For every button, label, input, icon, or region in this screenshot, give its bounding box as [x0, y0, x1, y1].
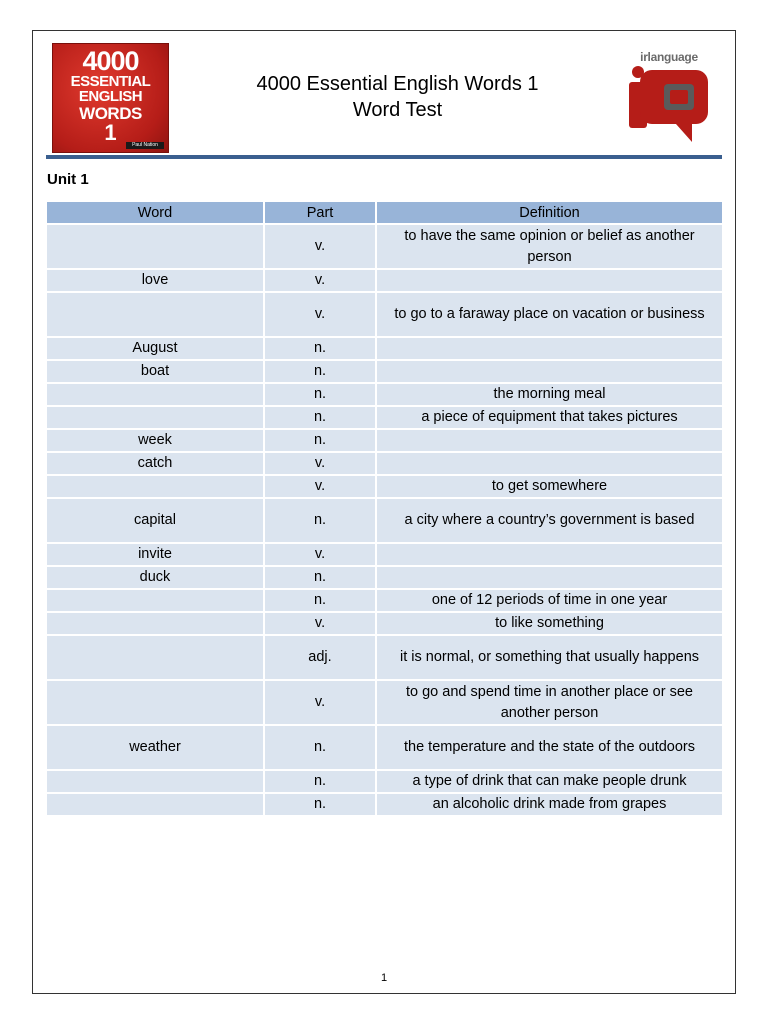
header-definition: Definition: [377, 202, 722, 223]
cover-line-1: ESSENTIAL: [70, 73, 151, 90]
word-cell: week: [47, 430, 263, 451]
word-cell: love: [47, 270, 263, 291]
part-cell: n.: [265, 407, 375, 428]
definition-cell: the morning meal: [377, 384, 722, 405]
iq-logo-icon: [626, 64, 712, 146]
part-cell: n.: [265, 794, 375, 815]
cover-line-2: ENGLISH: [78, 88, 143, 105]
definition-cell: one of 12 periods of time in one year: [377, 590, 722, 611]
definition-cell[interactable]: [377, 544, 722, 565]
definition-cell: a city where a country’s government is based: [377, 499, 722, 542]
table-row: [47, 636, 722, 679]
word-cell[interactable]: [47, 636, 263, 679]
part-cell: v.: [265, 225, 375, 268]
irlanguage-logo: [626, 50, 712, 146]
definition-cell: a piece of equipment that takes pictures: [377, 407, 722, 428]
table-row: [47, 726, 722, 769]
definition-cell[interactable]: [377, 270, 722, 291]
document-subtitle: Word Test: [352, 99, 443, 121]
part-cell: v.: [265, 613, 375, 634]
word-cell[interactable]: [47, 590, 263, 611]
table-row: [47, 361, 722, 382]
definition-cell: to get somewhere: [377, 476, 722, 497]
word-cell[interactable]: [47, 384, 263, 405]
word-cell[interactable]: [47, 771, 263, 792]
table-row: [47, 499, 722, 542]
table-header-row: [47, 202, 722, 223]
table-row: [47, 384, 722, 405]
part-cell: v.: [265, 544, 375, 565]
definition-cell[interactable]: [377, 567, 722, 588]
table-row: [47, 293, 722, 336]
word-cell[interactable]: [47, 476, 263, 497]
definition-cell: to have the same opinion or belief as another person: [377, 225, 722, 268]
word-cell: weather: [47, 726, 263, 769]
table-row: [47, 771, 722, 792]
table-row: [47, 794, 722, 815]
unit-heading: Unit 1: [47, 171, 89, 188]
definition-cell: a type of drink that can make people drunk: [377, 771, 722, 792]
table-row: [47, 681, 722, 724]
table-row: [47, 270, 722, 291]
word-cell[interactable]: [47, 681, 263, 724]
table-row: [47, 590, 722, 611]
word-cell[interactable]: [47, 225, 263, 268]
part-cell: n.: [265, 499, 375, 542]
cover-volume: 1: [104, 120, 117, 145]
word-cell[interactable]: [47, 407, 263, 428]
word-test-table: [45, 200, 724, 817]
table-row: [47, 476, 722, 497]
part-cell: v.: [265, 270, 375, 291]
cover-number: 4000: [82, 46, 139, 76]
word-cell: duck: [47, 567, 263, 588]
definition-cell: to like something: [377, 613, 722, 634]
document-title: 4000 Essential English Words 1: [256, 73, 539, 95]
table-row: [47, 338, 722, 359]
logo-wordmark: irlanguage: [640, 50, 698, 64]
book-cover-image: [52, 43, 169, 153]
table-row: [47, 453, 722, 474]
part-cell: adj.: [265, 636, 375, 679]
part-cell: v.: [265, 453, 375, 474]
word-cell[interactable]: [47, 613, 263, 634]
definition-cell: it is normal, or something that usually happens: [377, 636, 722, 679]
part-cell: n.: [265, 384, 375, 405]
part-cell: n.: [265, 430, 375, 451]
header-part: Part: [265, 202, 375, 223]
part-cell: v.: [265, 293, 375, 336]
word-cell: boat: [47, 361, 263, 382]
table-row: [47, 613, 722, 634]
definition-cell: the temperature and the state of the outdoors: [377, 726, 722, 769]
definition-cell[interactable]: [377, 453, 722, 474]
part-cell: v.: [265, 476, 375, 497]
part-cell: n.: [265, 726, 375, 769]
definition-cell: to go and spend time in another place or see another person: [377, 681, 722, 724]
word-cell: catch: [47, 453, 263, 474]
header-divider: [46, 155, 722, 159]
table-row: [47, 407, 722, 428]
table-row: [47, 430, 722, 451]
part-cell: n.: [265, 338, 375, 359]
definition-cell: to go to a faraway place on vacation or business: [377, 293, 722, 336]
definition-cell: an alcoholic drink made from grapes: [377, 794, 722, 815]
definition-cell[interactable]: [377, 338, 722, 359]
cover-line-3: WORDS: [79, 104, 142, 123]
definition-cell[interactable]: [377, 361, 722, 382]
cover-author: Paul Nation: [126, 142, 164, 149]
part-cell: n.: [265, 361, 375, 382]
part-cell: n.: [265, 567, 375, 588]
definition-cell[interactable]: [377, 430, 722, 451]
table-row: [47, 225, 722, 268]
word-cell: August: [47, 338, 263, 359]
part-cell: n.: [265, 590, 375, 611]
word-cell[interactable]: [47, 293, 263, 336]
word-cell[interactable]: [47, 794, 263, 815]
part-cell: n.: [265, 771, 375, 792]
part-cell: v.: [265, 681, 375, 724]
word-cell: invite: [47, 544, 263, 565]
header-word: Word: [47, 202, 263, 223]
table-row: [47, 567, 722, 588]
page-number: 1: [380, 972, 388, 984]
table-row: [47, 544, 722, 565]
word-cell: capital: [47, 499, 263, 542]
